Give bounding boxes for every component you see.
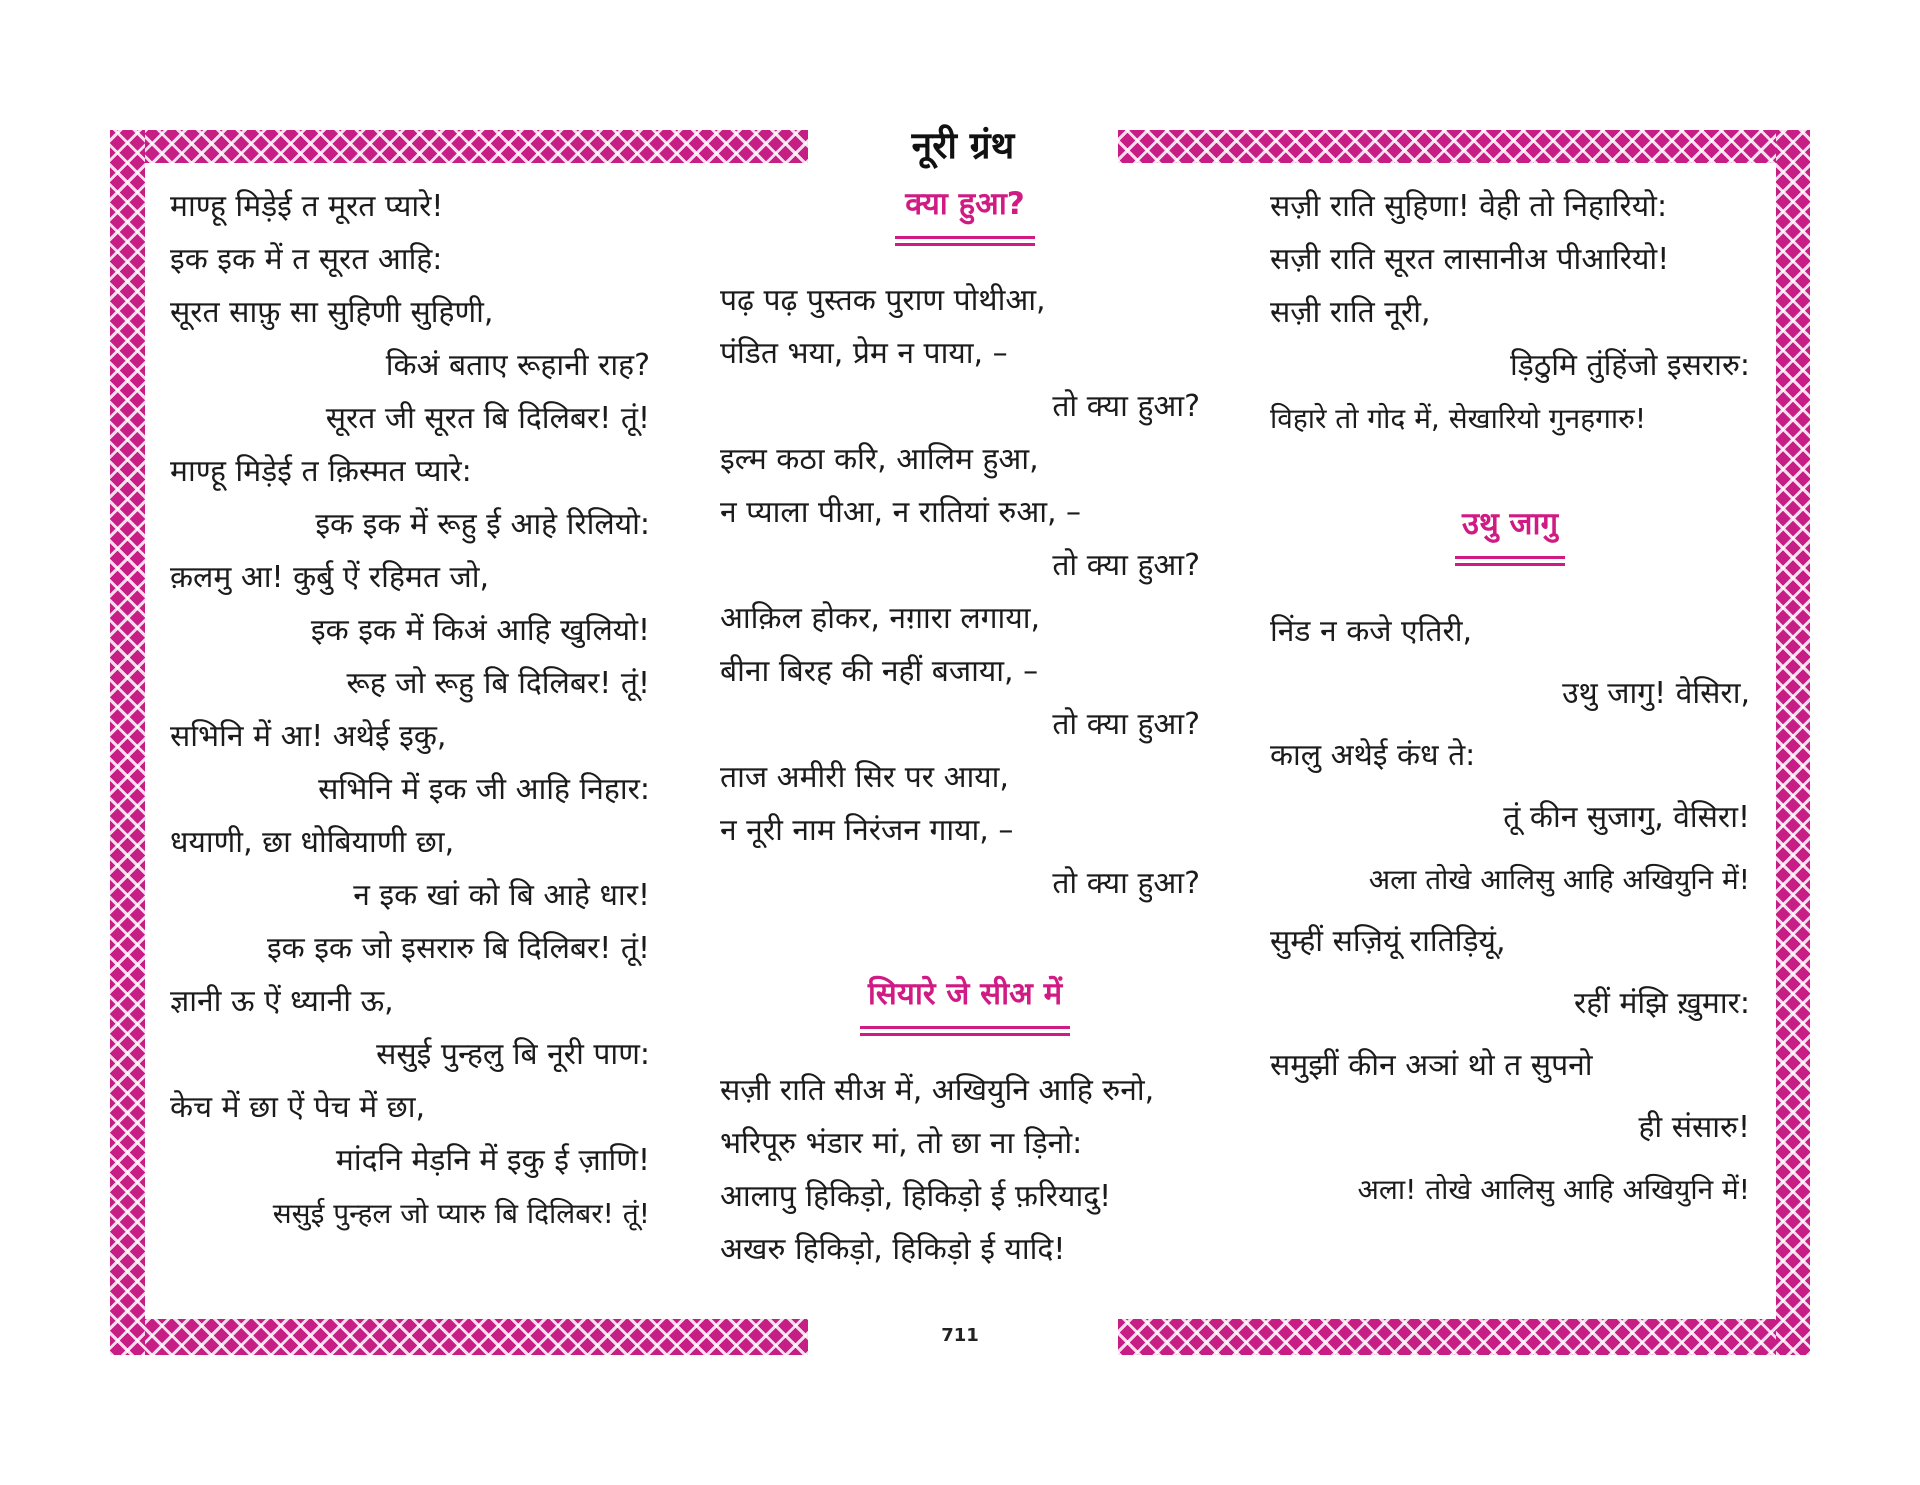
heading-block [860,970,1070,1036]
poem-line: सज़ी राति सुहिणा! वेही तो निहारियो: [1270,189,1668,224]
poem-line: सज़ी राति सूरत लासानीअ पीआरियो! [1270,242,1670,277]
poem-line: मांदनि मेड़नि में इकु ई ज़ाणि! [335,1143,650,1178]
poem-line: क़लमु आ! कुर्बु ऐं रहिमत जो, [170,560,490,595]
poem-line: तो क्या हुआ? [1052,548,1200,583]
poem-line: ससुई पुन्हलु बि नूरी पाण: [376,1037,650,1072]
poem-line: इक इक जो इसरारु बि दिलिबर! तूं! [266,931,650,966]
poem-line: न प्याला पीआ, न रातियां रुआ, – [720,495,1082,530]
poem-line: सभिनि में इक जी आहि निहार: [318,772,650,807]
border-bottom-left [110,1319,808,1355]
border-bottom-right [1118,1319,1810,1355]
poem-line: आक़िल होकर, नग़ारा लगाया, [720,601,1041,636]
poem-line: समुझीं कीन अञां थो त सुपनो [1270,1048,1593,1083]
poem-line: ताज अमीरी सिर पर आया, [720,760,1009,795]
border-left [110,130,145,1355]
poem-line: पढ़ पढ़ पुस्तक पुराण पोथीआ, [720,283,1046,318]
poem-line: तो क्या हुआ? [1052,389,1200,424]
poem-line: सूरत जी सूरत बि दिलिबर! तूं! [325,401,650,436]
poem-line: विहारे तो गोद में, सेखारियो गुनहगारु! [1270,402,1647,435]
poem-line: तूं कीन सुजागु, वेसिरा! [1503,800,1750,835]
heading-block [895,180,1035,246]
poem-line: इक इक में रूहु ई आहे रिलियो: [315,507,650,542]
poem-line: किअं बताए रूहानी राह? [385,348,650,383]
poem-line: न इक खां को बि आहे धार! [353,878,650,913]
poem-line: तो क्या हुआ? [1052,866,1200,901]
poem-line: निंड न कजे एतिरी, [1270,614,1473,649]
poem-line: सज़ी राति नूरी, [1270,295,1431,330]
poem-line: ही संसारु! [1638,1110,1750,1145]
heading-block [1455,500,1565,566]
poem-line: आलापु हिकिड़ो, हिकिड़ो ई फ़रियादु! [720,1179,1112,1214]
poem-line: उथु जागु! वेसिरा, [1562,676,1750,711]
poem-line: माण्हू मिड़ेई त मूरत प्यारे! [170,189,444,224]
poem-line: सभिनि में आ! अथेई इकु, [170,719,447,754]
poem-line: ड़िठुमि तुंहिंजो इसरारु: [1510,348,1750,383]
poem-line: अला! तोखे आलिसु आहि अखियुनि में! [1357,1173,1750,1206]
poem-line: धयाणी, छा धोबियाणी छा, [170,825,455,860]
poem-line: इक इक में किअं आहि खुलियो! [310,613,650,648]
poem-line: रहीं मंझि ख़ुमार: [1573,986,1750,1021]
poem-line: न नूरी नाम निरंजन गाया, – [720,813,1014,848]
poem-line: ससुई पुन्हल जो प्यारु बि दिलिबर! तूं! [272,1197,650,1230]
poem-line: इक इक में त सूरत आहि: [170,242,443,277]
poem-line: सुम्हीं सज़ियूं रातिड़ियूं, [1270,924,1506,959]
poem-line: इल्म कठा करि, आलिम हुआ, [720,442,1039,477]
heading-underline [1455,556,1565,566]
poem-line: भरिपूरु भंडार मां, तो छा ना ड़िनो: [720,1126,1083,1161]
poem-line: कालु अथेई कंध ते: [1270,738,1476,773]
poem-line: तो क्या हुआ? [1052,707,1200,742]
middle-column [720,180,1200,1276]
poem-line: सूरत साफ़ु सा सुहिणी सुहिणी, [170,295,494,330]
left-column [170,180,650,1240]
right-column [1270,180,1750,1221]
poem-line: अखरु हिकिड़ो, हिकिड़ो ई यादि! [720,1232,1066,1267]
poem-line: अला तोखे आलिसु आहि अखियुनि में! [1368,863,1750,896]
poem-line: रूह जो रूहु बि दिलिबर! तूं! [346,666,650,701]
border-top-right [1118,130,1810,163]
poem-line: ज्ञानी ऊ ऐं ध्यानी ऊ, [170,984,394,1019]
poem-line: पंडित भया, प्रेम न पाया, – [720,336,1008,371]
border-top-left [110,130,808,163]
poem-line: माण्हू मिड़ेई त क़िस्मत प्यारे: [170,454,472,489]
section-heading: उथु जागु [1461,506,1559,542]
page-number: 711 [941,1325,979,1346]
border-right [1776,130,1810,1355]
heading-underline [860,1026,1070,1036]
poem-line: सज़ी राति सीअ में, अखियुनि आहि रुनो, [720,1073,1155,1108]
section-heading: क्या हुआ? [905,186,1025,222]
section-heading: सियारे जे सीअ में [867,976,1063,1012]
poem-line: केच में छा ऐं पेच में छा, [170,1090,426,1125]
heading-underline [895,236,1035,246]
book-title: नूरी ग्रंथ [808,118,1118,174]
poem-line: बीना बिरह की नहीं बजाया, – [720,654,1039,689]
